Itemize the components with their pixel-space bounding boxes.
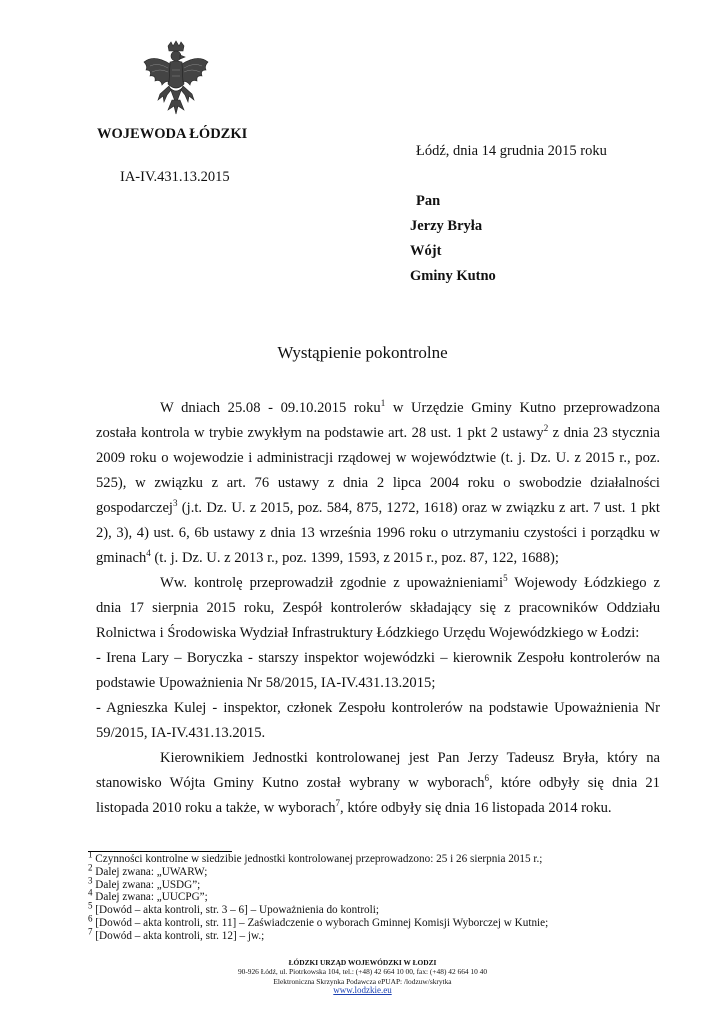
footnote-ref: 3	[173, 498, 178, 509]
paragraph-inspector-1: - Irena Lary – Boryczka - starszy inspektor wojewódzki – kierownik Zespołu kontrolerów na podstawie Upoważnienia Nr 58/2015, IA-IV.431.13.2015;	[96, 650, 660, 691]
footnote: $^6$ [Dowód – akta kontroli, str. 11] – Zaświadczenie o wyborach Gminnej Komisji Wyborczej w Kutnie;	[88, 913, 549, 929]
case-number: IA-IV.431.13.2015	[120, 169, 230, 185]
footnote-ref: 6	[484, 773, 489, 784]
footnote: $^3$ Dalej zwana: „USDG”;	[88, 874, 201, 891]
recipient-name: Jerzy Bryła	[410, 218, 483, 234]
recipient-institution: Gminy Kutno	[410, 268, 496, 284]
paragraph-inspection-team: Ww. kontrolę przeprowadził zgodnie z upoważnieniami$^5$ Wojewody Łódzkiego z dnia 17 sierpnia 2015 roku, Zespół kontrolerów składający się z pracowników Oddziału Rolnictwa i Środowiska Wydział Infrastruktury Łódzkiego Urzędu Wojewódzkiego w Łodzi:	[96, 573, 660, 641]
paragraph-unit-head: Kierownikiem Jednostki kontrolowanej jest Pan Jerzy Tadeusz Bryła, który na stanowisko Wójta Gminy Kutno został wybrany w wyborach$^6$, które odbyły się dnia 21 listopada 2010 roku a także, w wyborach$^7$, które odbyły się dnia 16 listopada 2014 roku.	[96, 750, 660, 816]
footnote-ref: 1	[380, 398, 386, 409]
footnote: $^1$ Czynności kontrolne w siedzibie jednostki kontrolowanej przeprowadzono: 25 i 26 sierpnia 2015 r.;	[88, 849, 543, 865]
footer-epuap: Elektroniczna Skrzynka Podawcza ePUAP: /lodzuw/skrytka	[273, 976, 452, 986]
recipient-position: Wójt	[410, 243, 442, 259]
footnote-divider	[88, 851, 232, 852]
paragraph-legal-basis: W dniach 25.08 - 09.10.2015 roku$^1$ w Urzędzie Gminy Kutno przeprowadzona została kontrola w trybie zwykłym na podstawie art. 28 ust. 1 pkt 2 ustawy$^2$ z dnia 23 stycznia 2009 roku o wojewodzie i administracji rządowej w województwie (t. j. Dz. U. z 2015 r., poz. 525), w związku z art. 76 ustawy z dnia 2 lipca 2004 roku o swobodzie działalności gospodarczej$^3$ (j.t. Dz. U. z 2015, poz. 584, 875, 1272, 1618) oraz w związku z art. 7 ust. 1 pkt 2), 3), 4) ust. 6, 6b ustawy z dnia 13 września 1996 roku o utrzymaniu czystości i porządku w gminach$^4$ (t. j. Dz. U. z 2013 r., poz. 1399, 1593, z 2015 r., poz. 87, 122, 1688);	[96, 398, 660, 566]
footnote: $^5$ [Dowód – akta kontroli, str. 3 – 6] – Upoważnienia do kontroli;	[88, 900, 379, 917]
footnote-ref: 7	[335, 798, 341, 809]
place-date: Łódź, dnia 14 grudnia 2015 roku	[416, 143, 607, 159]
footnote-ref: 5	[503, 573, 508, 584]
footnote: $^7$ [Dowód – akta kontroli, str. 12] – jw.;	[88, 926, 265, 942]
paragraph-inspector-2: - Agnieszka Kulej - inspektor, członek Zespołu kontrolerów na podstawie Upoważnienia Nr 59/2015, IA-IV.431.13.2015.	[96, 700, 660, 741]
footnote-ref: 4	[146, 548, 151, 559]
document-body	[96, 396, 660, 821]
footnote-ref: 2	[543, 423, 549, 434]
footnotes	[88, 849, 688, 943]
issuer-name: WOJEWODA ŁÓDZKI	[97, 126, 248, 142]
page-footer	[0, 958, 725, 996]
footer-organization: ŁÓDZKI URZĄD WOJEWÓDZKI W ŁODZI	[288, 958, 437, 967]
footnote: $^2$ Dalej zwana: „UWARW;	[88, 862, 208, 878]
polish-eagle-emblem-icon	[140, 40, 212, 126]
footnote: $^4$ Dalej zwana: „UUCPG”;	[88, 887, 208, 904]
document-title: Wystąpienie pokontrolne	[277, 343, 448, 362]
footer-website-link[interactable]: www.lodzkie.eu	[333, 985, 392, 996]
footer-address: 90-926 Łódź, ul. Piotrkowska 104, tel.: (+48) 42 664 10 00, fax: (+48) 42 664 10 40	[237, 967, 488, 977]
recipient-salutation: Pan	[416, 193, 441, 209]
